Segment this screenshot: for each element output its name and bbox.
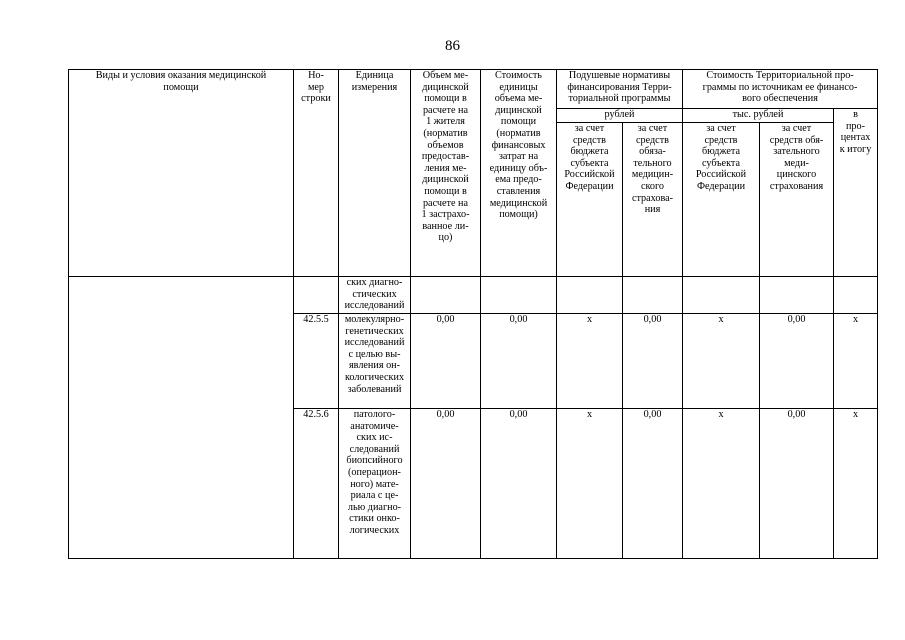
volume-cell: 0,00 (411, 409, 481, 559)
unit-cell: ских диагно- стических исследований (339, 277, 411, 314)
header-budget-rub: за счет средств бюджета субъекта Российской Федерации (557, 123, 623, 277)
budget-thous-cell: x (683, 409, 760, 559)
budget-rub-cell: x (557, 409, 623, 559)
financing-table (68, 69, 878, 559)
unit-cell: молекулярно- генетических исследований с целью вы- явления он- кологических заболеваний (339, 314, 411, 409)
header-total-cost: Стоимость Территориальной про- граммы по источникам ее финансо- вого обеспечения (683, 70, 878, 109)
percent-cell: x (834, 314, 878, 409)
unit-cell: патолого- анатомиче- ских ис- следований биопсийного (операцион- ного) мате- риала с це- лью диагно- стики онко- логических (339, 409, 411, 559)
oms-thous-cell: 0,00 (760, 409, 834, 559)
header-budget-thous: за счет средств бюджета субъекта Российской Федерации (683, 123, 760, 277)
header-oms-thous: за счет средств обя- зательного меди- цинского страхования (760, 123, 834, 277)
header-rub: рублей (557, 109, 683, 123)
budget-rub-cell (557, 277, 623, 314)
types-cell (69, 277, 294, 559)
cost-cell (481, 277, 557, 314)
header-thous-rub: тыс. рублей (683, 109, 834, 123)
volume-cell (411, 277, 481, 314)
page-number: 86 (445, 38, 460, 54)
header-volume: Объем ме- дицинской помощи в расчете на 1 жителя (норматив объемов предостав- ления ме- дицинской помощи в расчете на 1 застрахо- ванное ли- цо) (411, 70, 481, 277)
header-per-capita: Подушевые нормативы финансирования Терри- ториальной программы (557, 70, 683, 109)
cost-cell: 0,00 (481, 409, 557, 559)
budget-thous-cell: x (683, 314, 760, 409)
header-row-number: Но- мер строки (294, 70, 339, 277)
row-number-cell: 42.5.6 (294, 409, 339, 559)
budget-thous-cell (683, 277, 760, 314)
header-percent: в про- центах к итогу (834, 109, 878, 277)
header-cost: Стоимость единицы объема ме- дицинской помощи (норматив финансовых затрат на единицу объ- ема предо- ставления медицинской помощи) (481, 70, 557, 277)
volume-cell: 0,00 (411, 314, 481, 409)
percent-cell (834, 277, 878, 314)
header-row-1 (69, 70, 878, 109)
header-types: Виды и условия оказания медицинской помощи (69, 70, 294, 277)
cost-cell: 0,00 (481, 314, 557, 409)
header-oms-rub: за счет средств обяза- тельного медицин- ского страхова- ния (623, 123, 683, 277)
table-row (69, 277, 878, 314)
header-unit: Единица измерения (339, 70, 411, 277)
oms-rub-cell: 0,00 (623, 409, 683, 559)
oms-thous-cell: 0,00 (760, 314, 834, 409)
percent-cell: x (834, 409, 878, 559)
oms-thous-cell (760, 277, 834, 314)
row-number-cell: 42.5.5 (294, 314, 339, 409)
row-number-cell (294, 277, 339, 314)
oms-rub-cell: 0,00 (623, 314, 683, 409)
oms-rub-cell (623, 277, 683, 314)
budget-rub-cell: x (557, 314, 623, 409)
